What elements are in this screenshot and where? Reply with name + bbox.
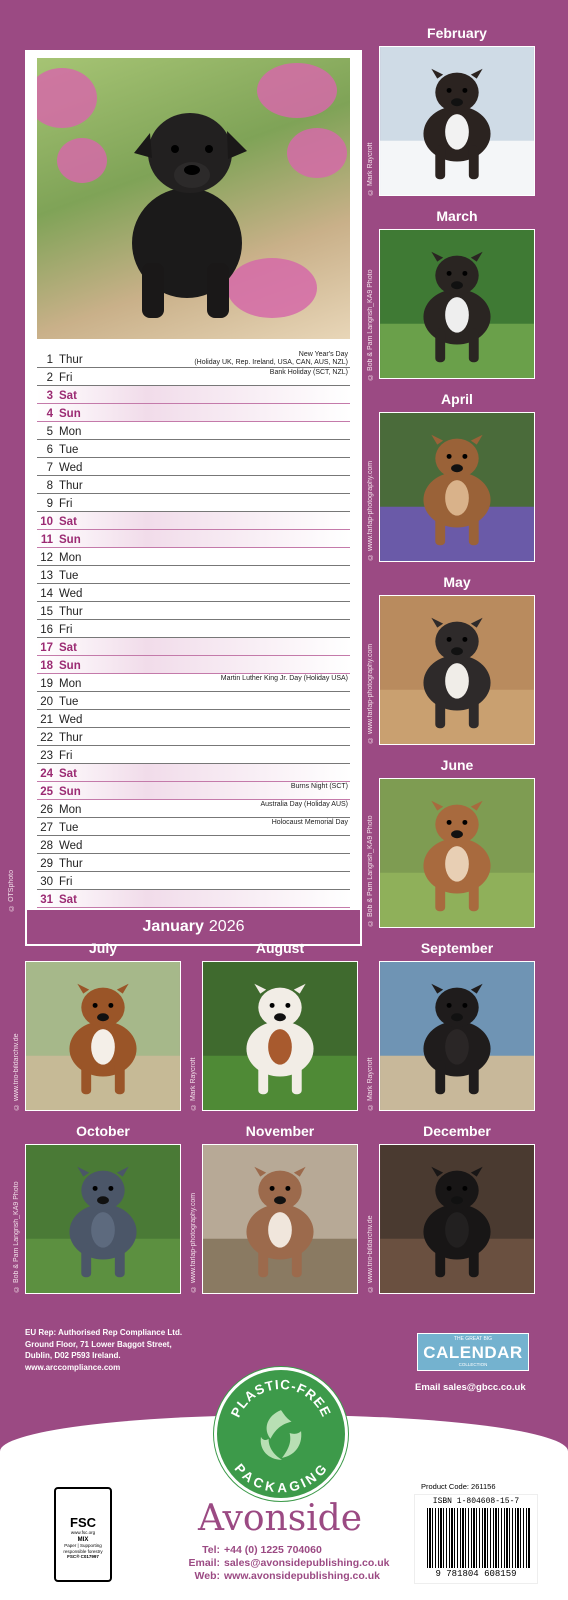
barcode-number: 9 781804 608159	[435, 1569, 517, 1579]
day-name: Mon	[59, 804, 82, 816]
day-name: Wed	[59, 588, 83, 600]
day-name: Tue	[59, 696, 79, 708]
day-number: 31	[40, 894, 53, 906]
photo-credit-november: © www.farlap-photography.com	[190, 1192, 197, 1292]
june-photo	[379, 778, 535, 928]
day-number: 30	[40, 876, 53, 888]
day-row	[37, 350, 350, 368]
day-number: 12	[40, 552, 53, 564]
day-name: Sat	[59, 894, 77, 906]
publisher-contact	[140, 1544, 430, 1583]
day-name: Tue	[59, 822, 79, 834]
day-row	[37, 674, 350, 692]
day-row	[37, 836, 350, 854]
gbcc-logo	[417, 1333, 529, 1371]
day-name: Thur	[59, 732, 83, 744]
day-number: 24	[40, 768, 53, 780]
day-row	[37, 728, 350, 746]
svg-text:PACKAGING	[232, 1461, 331, 1496]
day-number: 20	[40, 696, 53, 708]
day-number: 27	[40, 822, 53, 834]
puppy-illustration	[112, 93, 262, 323]
plastic-free-top-text: PLASTIC-FREE	[227, 1376, 335, 1420]
day-name: Fri	[59, 372, 73, 384]
day-number: 7	[46, 462, 53, 474]
day-name: Wed	[59, 462, 83, 474]
day-row	[37, 476, 350, 494]
day-row	[37, 818, 350, 836]
day-name: Fri	[59, 750, 73, 762]
day-name: Tue	[59, 444, 79, 456]
day-number: 9	[46, 498, 53, 510]
day-number: 16	[40, 624, 53, 636]
day-row	[37, 548, 350, 566]
day-name: Sat	[59, 390, 77, 402]
may-title: May	[443, 574, 471, 590]
day-row	[37, 458, 350, 476]
day-row	[37, 800, 350, 818]
day-row	[37, 872, 350, 890]
email-value[interactable]: sales@avonsidepublishing.co.uk	[224, 1557, 390, 1569]
photo-credit-february: © Mark Raycroft	[367, 142, 374, 195]
december-title: December	[423, 1123, 491, 1139]
day-row	[37, 764, 350, 782]
gbcc-logo-main: CALENDAR	[423, 1343, 523, 1362]
fsc-code: FSC® C017997	[67, 1554, 99, 1559]
september-photo	[379, 961, 535, 1111]
day-number: 15	[40, 606, 53, 618]
photo-credit-august: © Mark Raycroft	[190, 1057, 197, 1110]
day-name: Mon	[59, 552, 82, 564]
eu-rep-line: Ground Floor, 71 Lower Baggot Street,	[25, 1339, 172, 1349]
photo-credit-may: © www.farlap-photography.com	[367, 643, 374, 743]
october-title: October	[76, 1123, 130, 1139]
day-name: Thur	[59, 858, 83, 870]
march-title: March	[436, 208, 478, 224]
november-photo	[202, 1144, 358, 1294]
day-number: 26	[40, 804, 53, 816]
day-note: Martin Luther King Jr. Day (Holiday USA)	[220, 675, 348, 682]
product-code: Product Code: 261156	[421, 1482, 496, 1491]
barcode-bars	[427, 1508, 531, 1568]
day-number: 19	[40, 678, 53, 690]
day-number: 11	[40, 534, 53, 546]
day-note: Burns Night (SCT)	[290, 783, 348, 790]
day-row	[37, 512, 350, 530]
day-row	[37, 782, 350, 800]
fsc-logo	[54, 1487, 112, 1582]
day-name: Thur	[59, 606, 83, 618]
day-number: 28	[40, 840, 53, 852]
january-panel	[25, 50, 362, 946]
day-name: Sun	[59, 660, 81, 672]
day-number: 17	[40, 642, 53, 654]
publisher-logo: Avonside	[197, 1498, 363, 1539]
day-row	[37, 584, 350, 602]
web-label: Web:	[194, 1570, 220, 1582]
day-name: Fri	[59, 624, 73, 636]
day-name: Mon	[59, 678, 82, 690]
photo-credit-march: © Bob & Pam Langrish_KA9 Photo	[367, 269, 374, 380]
day-row	[37, 656, 350, 674]
day-name: Mon	[59, 426, 82, 438]
september-title: September	[420, 940, 494, 956]
may-photo	[379, 595, 535, 745]
day-row	[37, 692, 350, 710]
photo-credit-october: © Bob & Pam Langrish_KA9 Photo	[13, 1181, 20, 1292]
day-row	[37, 638, 350, 656]
email-label: Email:	[188, 1557, 220, 1569]
isbn-text: ISBN 1-804608-15-7	[432, 1497, 520, 1506]
tel-label: Tel:	[202, 1544, 220, 1556]
day-name: Tue	[59, 570, 79, 582]
day-name: Sun	[59, 534, 81, 546]
day-row	[37, 386, 350, 404]
day-note: Holocaust Memorial Day	[271, 819, 348, 826]
day-number: 18	[40, 660, 53, 672]
day-row	[37, 494, 350, 512]
recycle-leaf-icon	[217, 1370, 345, 1498]
august-photo	[202, 961, 358, 1111]
january-year-label: 2026	[208, 918, 245, 935]
day-row	[37, 854, 350, 872]
day-name: Fri	[59, 876, 73, 888]
january-month-label: January	[142, 918, 204, 935]
january-day-list	[37, 350, 350, 908]
day-number: 21	[40, 714, 53, 726]
day-row	[37, 620, 350, 638]
day-row	[37, 602, 350, 620]
eu-rep-link[interactable]: www.arccompliance.com	[25, 1362, 121, 1372]
day-number: 4	[46, 408, 53, 420]
gbcc-logo-bottom: COLLECTION	[458, 1362, 488, 1367]
eu-rep-line: EU Rep: Authorised Rep Compliance Ltd.	[25, 1328, 183, 1337]
day-row	[37, 530, 350, 548]
july-title: July	[88, 940, 117, 956]
photo-credit-september: © Mark Raycroft	[367, 1057, 374, 1110]
day-number: 10	[40, 516, 53, 528]
photo-credit-july: © www.trio-bildarchiv.de	[13, 1033, 20, 1110]
day-row	[37, 422, 350, 440]
day-row	[37, 710, 350, 728]
day-row	[37, 890, 350, 908]
day-row	[37, 746, 350, 764]
day-note: Bank Holiday (SCT, NZL)	[269, 369, 348, 376]
fsc-logo-text: FSC	[70, 1515, 96, 1530]
day-name: Thur	[59, 354, 83, 366]
eu-rep-info	[25, 1327, 182, 1373]
fsc-mix: MIX	[77, 1536, 89, 1543]
day-name: Wed	[59, 840, 83, 852]
web-value[interactable]: www.avonsidepublishing.co.uk	[224, 1570, 380, 1582]
day-number: 13	[40, 570, 53, 582]
day-row	[37, 440, 350, 458]
barcode	[414, 1494, 538, 1584]
day-name: Wed	[59, 714, 83, 726]
july-photo	[25, 961, 181, 1111]
day-name: Fri	[59, 498, 73, 510]
day-number: 6	[46, 444, 53, 456]
day-name: Sat	[59, 768, 77, 780]
day-number: 1	[46, 354, 53, 366]
day-row	[37, 404, 350, 422]
day-number: 14	[40, 588, 53, 600]
plastic-free-bottom-text: PACKAGING	[231, 1460, 331, 1496]
day-row	[37, 566, 350, 584]
day-row	[37, 368, 350, 386]
day-number: 8	[46, 480, 53, 492]
february-title: February	[427, 25, 487, 41]
april-title: April	[441, 391, 473, 407]
day-name: Sat	[59, 516, 77, 528]
gbcc-email[interactable]: Email sales@gbcc.co.uk	[415, 1382, 526, 1393]
gbcc-logo-top: THE GREAT BIG	[453, 1336, 493, 1342]
august-title: August	[255, 940, 305, 956]
day-name: Sun	[59, 786, 81, 798]
eu-rep-line: Dublin, D02 P593 Ireland.	[25, 1351, 121, 1360]
tel-value[interactable]: +44 (0) 1225 704060	[224, 1544, 322, 1556]
day-number: 23	[40, 750, 53, 762]
october-photo	[25, 1144, 181, 1294]
photo-credit-april: © www.farlap-photography.com	[367, 460, 374, 560]
march-photo	[379, 229, 535, 379]
january-photo	[37, 58, 350, 339]
day-note: Australia Day (Holiday AUS)	[260, 801, 348, 808]
fsc-desc: Paper | Supporting responsible forestry	[63, 1543, 103, 1554]
december-photo	[379, 1144, 535, 1294]
june-title: June	[440, 757, 474, 773]
day-number: 25	[40, 786, 53, 798]
day-name: Thur	[59, 480, 83, 492]
day-number: 29	[40, 858, 53, 870]
day-number: 5	[46, 426, 53, 438]
day-number: 2	[46, 372, 53, 384]
fsc-url: www.fsc.org	[70, 1530, 96, 1535]
day-number: 22	[40, 732, 53, 744]
day-name: Sat	[59, 642, 77, 654]
day-number: 3	[46, 390, 53, 402]
april-photo	[379, 412, 535, 562]
photo-credit-june: © Bob & Pam Langrish_KA9 Photo	[367, 815, 374, 926]
photo-credit-january: © OTSphoto	[8, 870, 15, 911]
february-photo	[379, 46, 535, 196]
photo-credit-december: © www.trio-bildarchiv.de	[367, 1215, 374, 1292]
day-name: Sun	[59, 408, 81, 420]
november-title: November	[245, 1123, 315, 1139]
plastic-free-badge	[214, 1367, 348, 1501]
day-note: New Year's Day (Holiday UK, Rep. Ireland, USA, CAN, AUS, NZL)	[194, 351, 348, 366]
